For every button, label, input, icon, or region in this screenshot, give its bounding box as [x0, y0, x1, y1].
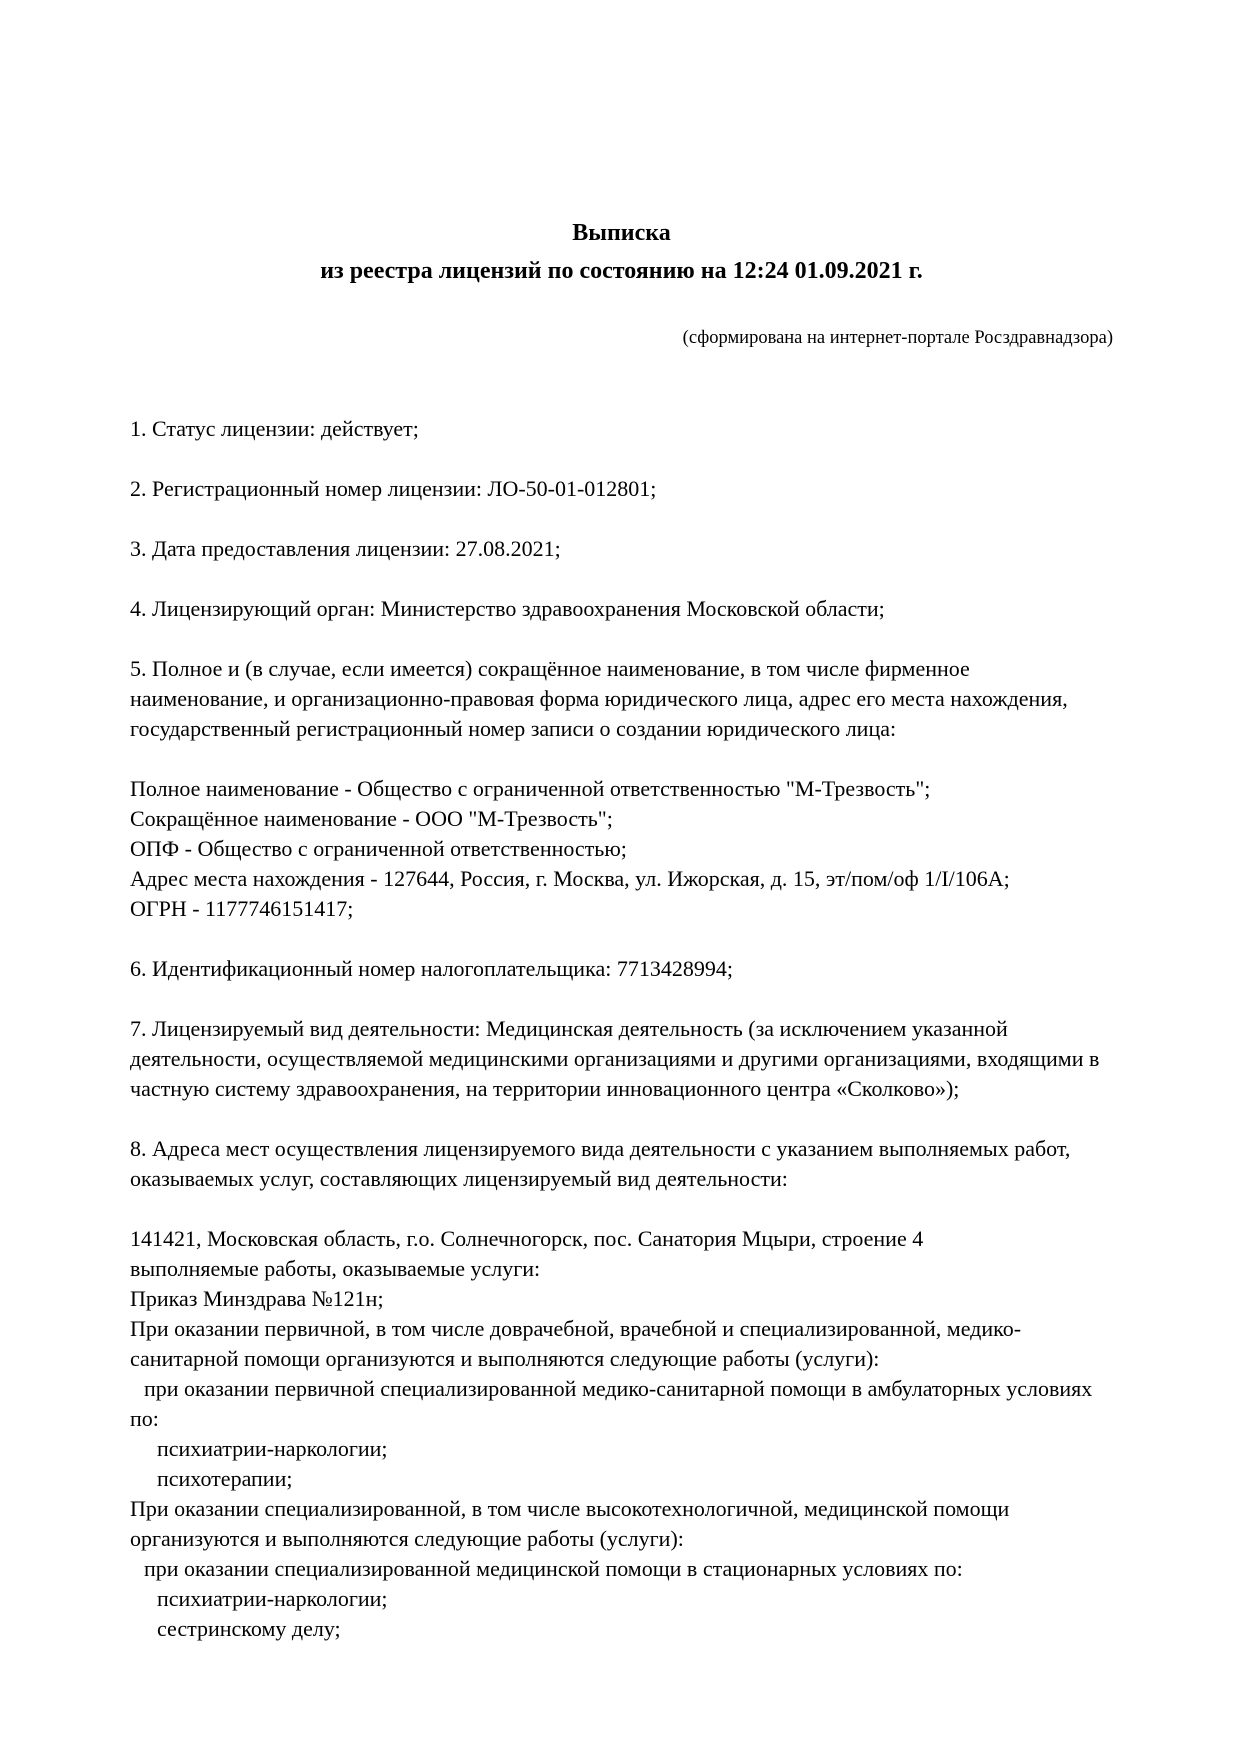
text-line: ОПФ - Общество с ограниченной ответственностью;	[130, 836, 627, 861]
paragraph	[130, 1014, 1113, 1104]
paragraph	[130, 474, 1113, 504]
text-line: психотерапии;	[157, 1466, 293, 1491]
document-subtitle: (сформирована на интернет-портале Росздравнадзора)	[682, 328, 1113, 348]
paragraph	[130, 954, 1113, 984]
text-line: 2. Регистрационный номер лицензии: ЛО-50-01-012801;	[130, 476, 657, 501]
paragraph	[130, 534, 1113, 564]
text-line: 4. Лицензирующий орган: Министерство здравоохранения Московской области;	[130, 596, 885, 621]
text-line: психиатрии-наркологии;	[157, 1586, 388, 1611]
paragraph	[130, 594, 1113, 624]
text-line: психиатрии-наркологии;	[157, 1436, 388, 1461]
text-line: Приказ Минздрава №121н;	[130, 1286, 384, 1311]
title-line-2: из реестра лицензий по состоянию на 12:24 01.09.2021 г.	[320, 258, 923, 284]
paragraph	[130, 1134, 1113, 1194]
text-line: сестринскому делу;	[157, 1616, 341, 1641]
text-line: при оказании специализированной медицинской помощи в стационарных условиях по:	[144, 1556, 963, 1581]
document-title	[130, 214, 1113, 290]
text-line: При оказании специализированной, в том числе высокотехнологичной, медицинской помощи организуются и выполняются следующие работы (услуги):	[130, 1496, 1010, 1551]
text-line: При оказании первичной, в том числе доврачебной, врачебной и специализированной, медико-санитарной помощи организуются и выполняются следующие работы (услуги):	[130, 1316, 1022, 1371]
text-line: 6. Идентификационный номер налогоплательщика: 7713428994;	[130, 956, 733, 981]
text-line: 3. Дата предоставления лицензии: 27.08.2021;	[130, 536, 561, 561]
text-line: 7. Лицензируемый вид деятельности: Медицинская деятельность (за исключением указанной деятельности, осуществляемой медицинскими организациями и другими организациями, входящими в частную систему здравоохранения, на территории инновационного центра «Сколково»);	[130, 1016, 1100, 1101]
paragraph	[130, 654, 1113, 744]
paragraph	[130, 1224, 1113, 1644]
text-line: 5. Полное и (в случае, если имеется) сокращённое наименование, в том числе фирменное наименование, и организационно-правовая форма юридического лица, адрес его места нахождения, государственный регистрационный номер записи о создании юридического лица:	[130, 656, 1068, 741]
title-line-1: Выписка	[572, 220, 671, 246]
text-line: Полное наименование - Общество с ограниченной ответственностью "М-Трезвость";	[130, 776, 931, 801]
text-line: 1. Статус лицензии: действует;	[130, 416, 419, 441]
document-body	[130, 414, 1113, 1644]
text-line: 141421, Московская область, г.о. Солнечногорск, пос. Санатория Мцыри, строение 4	[130, 1226, 924, 1251]
paragraph	[130, 774, 1113, 924]
text-line: 8. Адреса мест осуществления лицензируемого вида деятельности с указанием выполняемых работ, оказываемых услуг, составляющих лицензируемый вид деятельности:	[130, 1136, 1071, 1191]
paragraph	[130, 414, 1113, 444]
text-line: Сокращённое наименование - ООО "М-Трезвость";	[130, 806, 613, 831]
text-line: выполняемые работы, оказываемые услуги:	[130, 1256, 541, 1281]
text-line: при оказании первичной специализированной медико-санитарной помощи в амбулаторных условиях по:	[130, 1376, 1093, 1431]
text-line: ОГРН - 1177746151417;	[130, 896, 354, 921]
text-line: Адрес места нахождения - 127644, Россия, г. Москва, ул. Ижорская, д. 15, эт/пом/оф 1/I/106А;	[130, 866, 1010, 891]
